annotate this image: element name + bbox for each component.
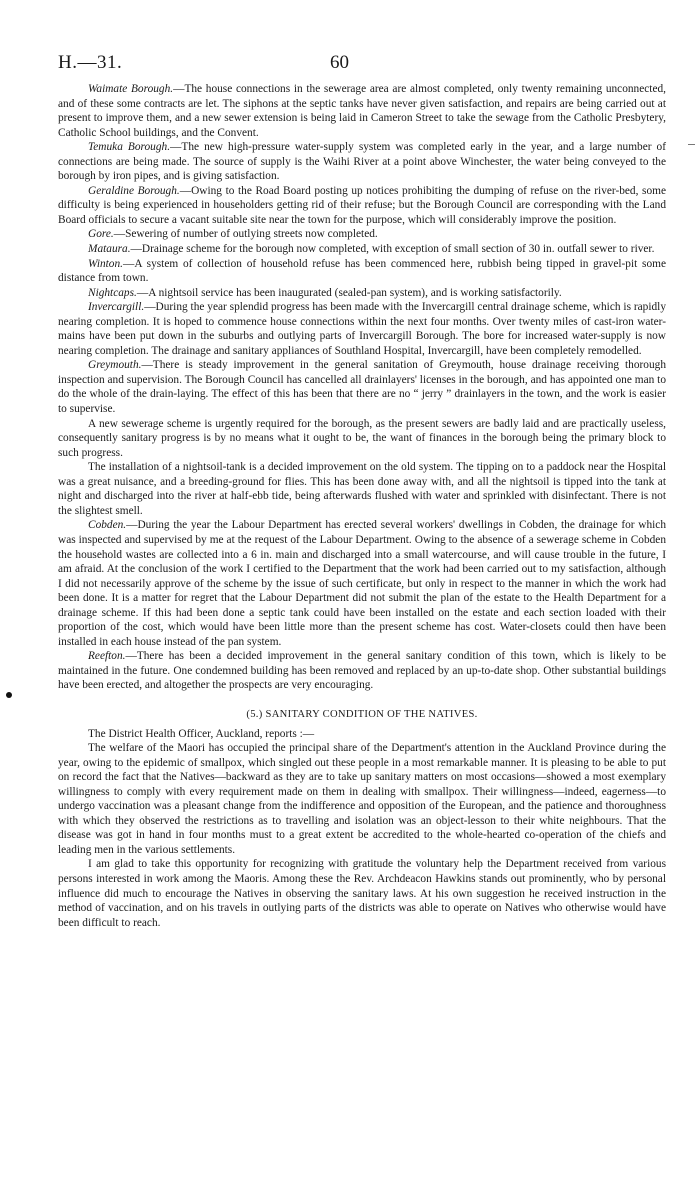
paragraph-lead: Reefton. xyxy=(88,650,126,663)
margin-dot xyxy=(6,692,12,698)
paragraph-maori-welfare: The welfare of the Maori has occupied the principal share of the Department's attention in the Auckland Province during the year, owing to the epidemic of smallpox, which singled out these people in a most remarkable manner. It is pleasing to be able to put on record the fact that the Natives—backward as they are to take up sanitary matters on most occasions—showed a most exemplary willingness to comply with every requirement made on them in dealing with smallpox. Their willingness—indeed, eagerness—to undergo vaccination was a pleasant change from the indifference and opposition of the European, and the patience and thoroughness with which they observed the restrictions as to travelling and isolation was an object-lesson to their white neighbours. That the disease was got in hand in four months must to a great extent be accredited to the whole-hearted co-operation of the chiefs and leading men in the various settlements. xyxy=(58,742,666,856)
page-number: 60 xyxy=(330,52,349,73)
document-page xyxy=(58,52,666,930)
report-body xyxy=(58,82,666,930)
paragraph-geraldine xyxy=(58,184,666,228)
section-intro: The District Health Officer, Auckland, reports :— xyxy=(88,727,315,740)
paragraph-gore xyxy=(58,227,666,242)
paragraph-nightcaps xyxy=(58,286,666,301)
paragraph-text: —Sewering of number of outlying streets now completed. xyxy=(113,228,378,241)
page-header xyxy=(58,52,666,82)
paragraph-text: A new sewerage scheme is urgently required for the borough, as the present sewers are badly laid and are practically useless, consequently sanitary progress is by no means what it ought to be, the want of finances in the borough being the primary block to such progress. xyxy=(58,417,666,459)
paragraph-text: The installation of a nightsoil-tank is a decided improvement on the old system. The tipping on to a paddock near the Hospital was a great nuisance, and a breeding-ground for flies. This has been done away with, and all the nightsoil is tipped into the tank at night and discharged into the river at half-ebb tide, being afterwards flushed with water and sprinkled with disinfectant. There is not the slightest smell. xyxy=(58,461,666,517)
paragraph-lead: Waimate Borough. xyxy=(88,83,174,95)
paragraph-invercargill xyxy=(58,300,666,358)
paragraph-acknowledgement: I am glad to take this opportunity for recognizing with gratitude the voluntary help the Department received from various persons interested in work among the Maoris. Among these the Rev. Archdeacon Hawkins stands out prominently, who by personal influence did much to encourage the Natives in observing the sanitary laws. At his own suggestion he received instruction in the method of vaccination, and on his travels in outlying parts of the districts was able to operate on Natives who otherwise would have been difficult to reach. xyxy=(58,858,666,929)
paragraph-lead: Gore. xyxy=(88,228,114,241)
paragraph-winton xyxy=(58,257,666,286)
margin-mark xyxy=(688,144,695,145)
paragraph-text: —The house connections in the sewerage area are almost completed, only twenty remaining unconnected, and of these some contracts are let. The siphons at the septic tanks have never given satisfaction, and repairs are being carried out at present to improve them, and a new sewer extension is being laid in Cameron Street to take the sewage from the Catholic Presbytery, Catholic School buildings, and the Convent. xyxy=(58,83,666,139)
paragraph-text: —A nightsoil service has been inaugurated (sealed-pan system), and is working satisfactorily. xyxy=(136,286,562,299)
paragraph-text: —Owing to the Road Board posting up notices prohibiting the dumping of refuse on the river-bed, some difficulty is being experienced in householders getting rid of their refuse; but the Borough Council are corresponding with the Land Board officials to secure a vacant suitable site near the town for the purpose, which will considerably improve the position. xyxy=(58,184,666,226)
paragraph-temuka xyxy=(58,140,666,184)
paragraph-mataura xyxy=(58,242,666,257)
paragraph-lead: Greymouth. xyxy=(88,359,142,372)
paragraph-text: —There is steady improvement in the general sanitation of Greymouth, house drainage receiving thorough inspection and supervision. The Borough Council has cancelled all drainlayers' licenses in the borough, and has appointed one man to do the whole of the drain-laying. The effect of this has been that there are no “ jerry ” drainlayers in the town, and the work is easier to supervise. xyxy=(58,359,666,416)
paragraph-lead: Cobden. xyxy=(88,519,127,532)
paragraph-lead: Invercargill. xyxy=(88,301,145,314)
paragraph-lead: Nightcaps. xyxy=(88,286,137,299)
paragraph-text: —Drainage scheme for the borough now completed, with exception of small section of 30 in. outfall sewer to river. xyxy=(130,243,655,256)
paragraph-text: —During the year splendid progress has been made with the Invercargill central drainage scheme, which is rapidly nearing completion. It is hoped to commence house connections within the next four months. Over twenty miles of cast-iron water-mains have been put down in the suburbs and outlying parts of Invercargill Borough. The bore for increased water-supply is now nearing completion. The drainage and sanitary appliances of Southland Hospital, Invercargill, have been completely remodelled. xyxy=(58,301,666,357)
paragraph-text: —During the year the Labour Department has erected several workers' dwellings in Cobden, the drainage for which was inspected and supervised by me at the request of the Labour Department. Owing to the absence of a sewerage scheme in Cobden the household wastes are collected into a 6 in. main and discharged into a small watercourse, and will cause trouble in the future, I am afraid. At the conclusion of the work I certified to the Department that the work had been carried out to my satisfaction, although I did not necessarily approve of the scheme by the issue of such certificate, but only in respect to the manner in which the work had been done. It is a matter for regret that the Labour Department did not submit the plan of the estate to the Health Department for a drainage scheme. If this had been done a septic tank could have been installed on the estate and each section loaded with their proportion of the cost, which would have been little more than the present scheme has cost. Water-closets could then have been installed in each house instead of the pan system. xyxy=(58,519,666,648)
paragraph-lead: Mataura. xyxy=(88,243,131,256)
paragraph-waimate xyxy=(58,82,666,140)
paragraph-reefton xyxy=(58,649,666,693)
paragraph-lead: Winton. xyxy=(88,257,123,270)
paragraph-greymouth xyxy=(58,358,666,416)
paragraph-greymouth-nightsoil xyxy=(58,460,666,518)
section-heading: (5.) SANITARY CONDITION OF THE NATIVES. xyxy=(246,708,478,720)
document-reference: H.—31. xyxy=(58,52,123,73)
paragraph-cobden xyxy=(58,518,666,649)
paragraph-text: —There has been a decided improvement in the general sanitary condition of this town, which is likely to be maintained in the future. One condemned building has been removed and replaced by an up-to-date shop. Other substantial buildings have been erected, and altogether the prospects are very encouraging. xyxy=(58,650,666,692)
paragraph-greymouth-sewerage xyxy=(58,417,666,461)
paragraph-text: —A system of collection of household refuse has been commenced here, rubbish being tipped in gravel-pit some distance from town. xyxy=(58,257,666,285)
paragraph-lead: Temuka Borough. xyxy=(88,141,171,154)
paragraph-text: —The new high-pressure water-supply system was completed early in the year, and a large number of connections are being made. The source of supply is the Waihi River at a point above Winchester, the water being conveyed to the borough by iron pipes, and is giving satisfaction. xyxy=(58,141,666,183)
paragraph-lead: Geraldine Borough. xyxy=(88,184,180,197)
